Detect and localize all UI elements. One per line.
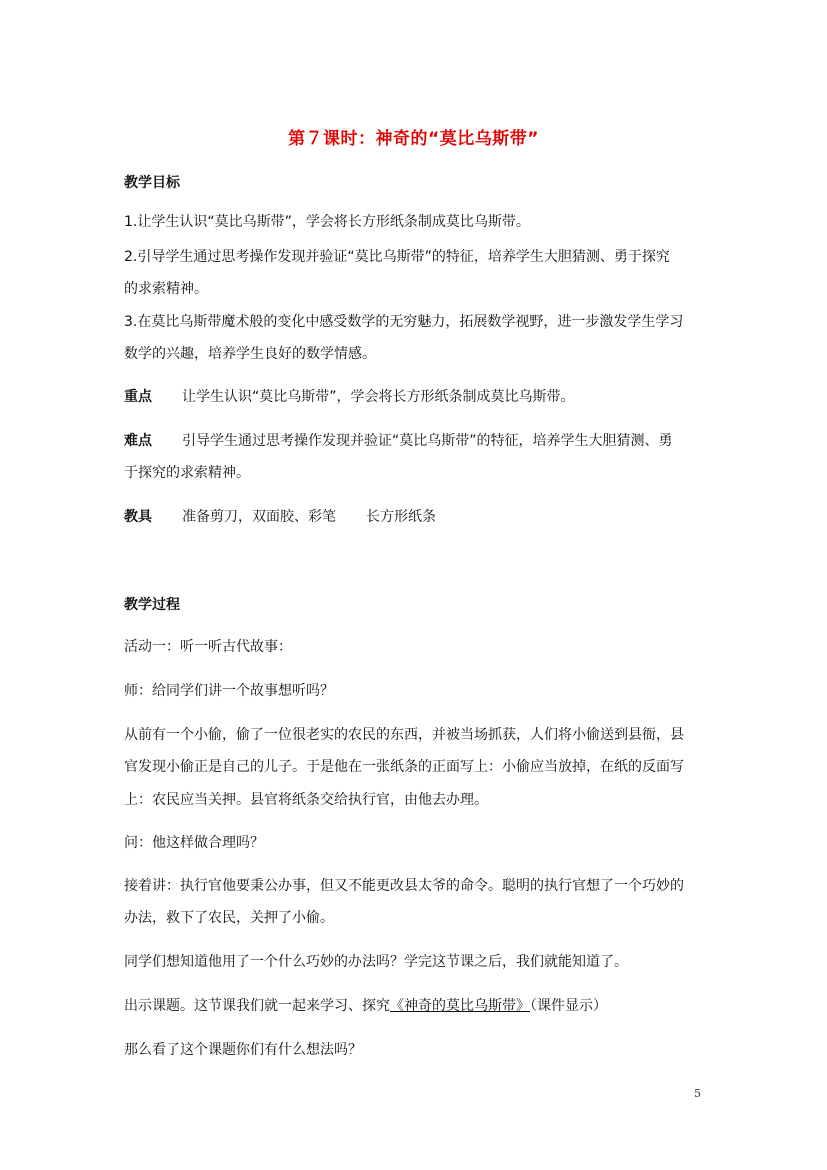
difficulty-label: 难点 [124, 433, 152, 449]
topic-line-intro: 出示课题。这节课我们就一起来学习、探究 [124, 998, 390, 1014]
key-point-label: 重点 [124, 389, 152, 405]
difficulty-text-line-2: 于探究的求索精神。 [124, 465, 250, 481]
continue-line-2: 办法，救下了农民，关押了小偷。 [124, 910, 334, 926]
objectives-heading: 教学目标 [124, 175, 180, 191]
tools-label: 教具 [124, 509, 152, 525]
difficulty [124, 431, 673, 451]
topic-title-underlined: 《神奇的莫比乌斯带》 [390, 998, 530, 1014]
difficulty-text-line-1: 引导学生通过思考操作发现并验证“莫比乌斯带”的特征，培养学生大胆猜测、勇 [182, 433, 673, 449]
objective-item-3-line-2: 数学的兴趣，培养学生良好的数学情感。 [124, 346, 376, 362]
story-line-1: 从前有一个小偷，偷了一位很老实的农民的东西，并被当场抓获，人们将小偷送到县衙，县 [124, 727, 684, 743]
page-number: 5 [694, 1087, 701, 1100]
lesson-title: 第７课时：神奇的“莫比乌斯带” [288, 129, 539, 149]
objective-item-2-line-2: 的求索精神。 [124, 281, 208, 297]
process-activity-1: 活动一：听一听古代故事： [124, 639, 292, 655]
objective-item-1: 1.让学生认识“莫比乌斯带”，学会将长方形纸条制成莫比乌斯带。 [124, 214, 530, 230]
process-teacher-line: 师：给同学们讲一个故事想听吗？ [124, 683, 334, 699]
process-heading: 教学过程 [124, 597, 180, 613]
curiosity-line: 同学们想知道他用了一个什么巧妙的办法吗？学完这节课之后，我们就能知道了。 [124, 954, 628, 970]
story-line-2: 官发现小偷正是自己的儿子。于是他在一张纸条的正面写上：小偷应当放掉，在纸的反面写 [124, 759, 684, 775]
tools [124, 507, 436, 527]
tools-item-2: 长方形纸条 [366, 509, 436, 525]
tools-item-1: 准备剪刀，双面胶、彩笔 [182, 509, 336, 525]
objective-item-3-line-1: 3.在莫比乌斯带魔术般的变化中感受数学的无穷魅力，拓展数学视野，进一步激发学生学习 [124, 314, 684, 330]
key-point [124, 387, 575, 407]
story-line-3: 上：农民应当关押。县官将纸条交给执行官，由他去办理。 [124, 792, 488, 808]
topic-line-note: （课件显示） [530, 998, 607, 1014]
key-point-text: 让学生认识“莫比乌斯带”，学会将长方形纸条制成莫比乌斯带。 [182, 389, 575, 405]
objective-item-2-line-1: 2.引导学生通过思考操作发现并验证“莫比乌斯带”的特征，培养学生大胆猜测、勇于探究 [124, 249, 670, 265]
closing-question: 那么看了这个课题你们有什么想法吗？ [124, 1042, 362, 1058]
question-line: 问：他这样做合理吗？ [124, 835, 264, 851]
continue-line-1: 接着讲：执行官他要秉公办事，但又不能更改县太爷的命令。聪明的执行官想了一个巧妙的 [124, 878, 684, 894]
topic-line [124, 996, 607, 1016]
